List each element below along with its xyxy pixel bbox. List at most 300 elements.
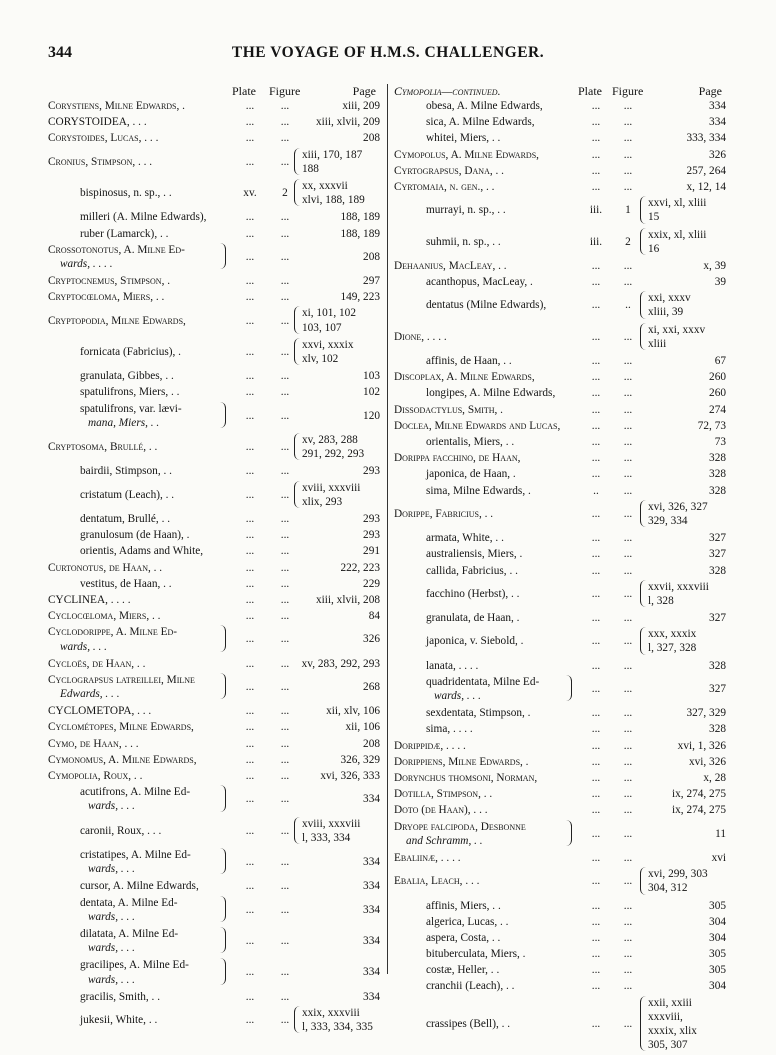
brace-right xyxy=(220,625,226,651)
brace-left xyxy=(294,306,300,333)
entry-figure: ... xyxy=(280,275,290,288)
entry-plate: ... xyxy=(245,737,255,750)
brace-right xyxy=(220,243,226,269)
entry-name-continued: wards, . . . xyxy=(88,863,135,876)
index-entry xyxy=(48,704,380,720)
entry-name-line: japonica, de Haan, . xyxy=(426,468,516,481)
entry-name-line: granulosum (de Haan), . xyxy=(80,529,190,542)
entry-figure: ... xyxy=(280,227,290,240)
entry-plate: ... xyxy=(245,545,255,558)
entry-plate: ... xyxy=(591,723,601,736)
index-entry xyxy=(394,323,726,354)
index-entry xyxy=(394,115,726,131)
entry-name xyxy=(426,947,525,961)
entry-figure: ... xyxy=(623,899,633,912)
entry-figure: ... xyxy=(623,875,633,888)
entry-page: 120 xyxy=(363,409,380,422)
entry-figure: ... xyxy=(280,721,290,734)
entry-name xyxy=(426,99,543,113)
entry-name-continued: Edwards, . . . xyxy=(60,688,120,701)
entry-page: 326 xyxy=(709,148,726,161)
entry-figure: .. xyxy=(625,299,631,312)
entry-figure: ... xyxy=(623,387,633,400)
entry-page: 334 xyxy=(363,935,380,948)
entry-figure: ... xyxy=(280,633,290,646)
entry-name xyxy=(48,625,177,639)
entry-name xyxy=(80,785,190,799)
index-entry xyxy=(48,577,380,593)
entry-page: xvi xyxy=(711,851,726,864)
entry-plate: ... xyxy=(591,148,601,161)
entry-figure: ... xyxy=(280,705,290,718)
entry-figure: ... xyxy=(623,851,633,864)
entry-page: xxi, xxxv xyxy=(648,292,691,305)
entry-name xyxy=(80,385,179,399)
entry-figure: ... xyxy=(280,753,290,766)
brace-left xyxy=(640,500,646,527)
entry-name-line: affinis, Miers, . . xyxy=(426,899,501,912)
entry-page: xxvii, xxxviii xyxy=(648,580,709,593)
entry-page: 291 xyxy=(363,545,380,558)
entry-figure: ... xyxy=(623,755,633,768)
brace-left xyxy=(640,996,646,1052)
index-entry xyxy=(394,931,726,947)
entry-figure: ... xyxy=(280,824,290,837)
entry-name-line: vestitus, de Haan, . . xyxy=(80,577,172,590)
entry-figure: ... xyxy=(280,100,290,112)
index-entry xyxy=(48,848,380,879)
entry-name xyxy=(48,657,145,671)
brace-left xyxy=(294,481,300,508)
entry-name-line: Curtonotus, de Haan, . . xyxy=(48,561,163,574)
entry-plate: ... xyxy=(591,164,601,177)
entry-plate: ... xyxy=(245,705,255,718)
entry-name xyxy=(48,274,170,288)
index-entry xyxy=(48,528,380,544)
index-entry xyxy=(394,531,726,547)
entry-name-line: suhmii, n. sp., . . xyxy=(426,235,501,248)
entry-name xyxy=(48,131,158,145)
entry-plate: ... xyxy=(591,299,601,312)
brace-left xyxy=(294,817,300,844)
index-entry xyxy=(48,673,380,704)
entry-page: 334 xyxy=(709,116,726,129)
index-entry xyxy=(394,771,726,787)
entry-plate: ... xyxy=(591,739,601,752)
entry-name-line: Cyclograpsus latreillei, Milne xyxy=(48,673,195,686)
entry-name xyxy=(80,369,174,383)
entry-page: xv, 283, 288 xyxy=(302,434,358,447)
entry-plate: iii. xyxy=(589,204,603,217)
entry-name xyxy=(426,587,519,601)
entry-plate: ... xyxy=(245,966,255,979)
entry-figure: ... xyxy=(623,564,633,577)
entry-figure: ... xyxy=(280,441,290,454)
entry-page: xxxix, xlix xyxy=(648,1025,697,1038)
entry-page: 102 xyxy=(363,386,380,399)
entry-name xyxy=(80,402,182,416)
index-entry xyxy=(394,484,726,500)
entry-name-line: granulata, de Haan, . xyxy=(426,612,520,625)
index-entry xyxy=(394,435,726,451)
index-entry xyxy=(394,803,726,819)
index-entry xyxy=(48,958,380,989)
index-entry xyxy=(394,500,726,531)
entry-name xyxy=(426,659,478,673)
entry-name xyxy=(80,488,174,502)
entry-name-line: Dorippa facchino, de Haan, xyxy=(394,452,521,465)
index-entry xyxy=(394,787,726,803)
entry-plate: ... xyxy=(245,250,255,263)
entry-figure: ... xyxy=(623,788,633,801)
entry-plate: ... xyxy=(591,100,601,112)
index-entry xyxy=(48,785,380,816)
entry-page: 274 xyxy=(709,403,726,416)
entry-page: 229 xyxy=(363,577,380,590)
index-entry xyxy=(394,851,726,867)
entry-page: 11 xyxy=(715,827,726,840)
entry-name xyxy=(394,451,520,465)
entry-plate: xv. xyxy=(243,187,257,200)
entry-name xyxy=(80,824,161,838)
entry-name-line: sica, A. Milne Edwards, xyxy=(426,116,535,129)
brace-left xyxy=(640,867,646,894)
entry-name xyxy=(394,164,504,178)
entry-page: 327, 329 xyxy=(686,707,726,720)
entry-plate: ... xyxy=(591,964,601,977)
entry-plate: ... xyxy=(591,468,601,481)
entry-page: 188, 189 xyxy=(340,227,380,240)
entry-name xyxy=(48,99,185,113)
entry-name xyxy=(426,1017,510,1031)
entry-name xyxy=(426,386,555,400)
entry-name-line: Cymopolia, Roux, . . xyxy=(48,770,143,783)
entry-page: 260 xyxy=(709,371,726,384)
index-entry xyxy=(48,243,380,274)
entry-page: xii, 106 xyxy=(345,721,380,734)
index-entry xyxy=(48,896,380,927)
index-entry xyxy=(394,164,726,180)
entry-plate: ... xyxy=(245,155,255,168)
entry-plate: ... xyxy=(591,788,601,801)
entry-figure: ... xyxy=(280,291,290,304)
entry-plate: ... xyxy=(245,488,255,501)
entry-figure: ... xyxy=(280,577,290,590)
entry-figure: ... xyxy=(280,370,290,383)
entry-name-line: crassipes (Bell), . . xyxy=(426,1017,511,1030)
entry-name-continued: wards, . . . xyxy=(88,973,135,986)
entry-name xyxy=(426,203,506,217)
index-entry xyxy=(48,1006,380,1037)
entry-page: 16 xyxy=(648,242,660,255)
entry-page: l, 328 xyxy=(648,594,674,607)
entry-figure: ... xyxy=(623,532,633,545)
entry-name xyxy=(426,547,522,561)
entry-figure: ... xyxy=(280,680,290,693)
entry-page: 334 xyxy=(363,793,380,806)
entry-name-line: dentatum, Brullé, . . xyxy=(80,513,171,525)
entry-page: 304, 312 xyxy=(648,882,688,895)
entry-page: 304 xyxy=(709,980,726,993)
brace-right xyxy=(220,402,226,428)
entry-name-line: Dryope falcipoda, Desbonne xyxy=(394,820,526,833)
entry-name xyxy=(394,851,461,865)
entry-page: 334 xyxy=(363,903,380,916)
entry-figure: ... xyxy=(623,507,633,520)
entry-page: xliii xyxy=(648,337,667,350)
entry-page: 328 xyxy=(709,723,726,736)
entry-page: 328 xyxy=(709,468,726,481)
entry-page: 328 xyxy=(709,564,726,577)
entry-figure: ... xyxy=(623,635,633,648)
entry-figure: ... xyxy=(280,529,290,542)
entry-name-continued: wards, . . . xyxy=(434,690,481,703)
brace-left xyxy=(294,179,300,206)
entry-figure: ... xyxy=(623,484,633,497)
index-entry xyxy=(394,659,726,675)
entry-page: 327 xyxy=(709,548,726,561)
entry-page: 260 xyxy=(709,387,726,400)
entry-figure: ... xyxy=(623,100,633,112)
entry-name xyxy=(80,990,160,1004)
entry-page: 327 xyxy=(709,682,726,695)
entry-name xyxy=(48,769,142,783)
index-entry xyxy=(394,148,726,164)
entry-plate: ... xyxy=(591,755,601,768)
entry-plate: ... xyxy=(245,903,255,916)
entry-page: xiii, 209 xyxy=(342,100,380,112)
index-entry xyxy=(48,464,380,480)
entry-page: xvi, 326 xyxy=(688,755,726,768)
entry-name-line: orientis, Adams and White, xyxy=(80,545,204,558)
brace-right xyxy=(566,820,572,846)
entry-figure: ... xyxy=(623,468,633,481)
entry-plate: ... xyxy=(591,116,601,129)
entry-figure: ... xyxy=(623,682,633,695)
entry-name-line: cranchii (Leach), . . xyxy=(426,980,515,993)
entry-figure: ... xyxy=(623,164,633,177)
entry-name xyxy=(426,564,518,578)
entry-page: 334 xyxy=(363,856,380,869)
index-entry xyxy=(394,564,726,580)
entry-page: xxvi, xl, xliii xyxy=(648,197,707,210)
entry-name-line: Doclea, Milne Edwards and Lucas, xyxy=(394,419,561,432)
entry-figure: ... xyxy=(623,180,633,193)
index-entry xyxy=(394,580,726,611)
entry-name-line: Dorippiens, Milne Edwards, . xyxy=(394,755,529,768)
entry-figure: 1 xyxy=(625,204,631,217)
entry-name-line: Cryptocnemus, Stimpson, . xyxy=(48,275,171,288)
index-entry xyxy=(48,593,380,609)
index-entry xyxy=(48,131,380,147)
entry-plate: ... xyxy=(591,276,601,289)
entry-figure: ... xyxy=(280,935,290,948)
entry-name xyxy=(394,874,479,888)
plate-header: Plate xyxy=(232,84,256,98)
entry-page: x, 12, 14 xyxy=(686,180,726,193)
entry-name-line: Cymopolus, A. Milne Edwards, xyxy=(394,148,539,161)
entry-page: 291, 292, 293 xyxy=(302,448,365,461)
index-entry xyxy=(394,370,726,386)
entry-name-line: Cronius, Stimpson, . . . xyxy=(48,155,153,168)
entry-name-line: CORYSTOIDEA, . . . xyxy=(48,116,147,129)
column-divider xyxy=(387,84,388,974)
entry-name-line: Dissodactylus, Smith, . xyxy=(394,403,504,416)
entry-plate: ... xyxy=(245,314,255,327)
index-entry xyxy=(394,354,726,370)
entry-page: xiii, 170, 187 xyxy=(302,148,363,161)
index-entry xyxy=(48,338,380,369)
index-entry xyxy=(394,291,726,322)
index-entry xyxy=(48,817,380,848)
index-entry xyxy=(394,180,726,196)
entry-name xyxy=(426,531,504,545)
index-entry xyxy=(48,290,380,306)
entry-plate: ... xyxy=(245,291,255,304)
entry-plate: ... xyxy=(245,935,255,948)
entry-name-line: CYCLOMETOPA, . . . xyxy=(48,705,152,718)
entry-plate: ... xyxy=(245,441,255,454)
entry-plate: ... xyxy=(591,804,601,817)
brace-right xyxy=(220,927,226,953)
entry-name xyxy=(80,528,189,542)
entry-name-continued: and Schramm, . . xyxy=(406,834,483,847)
entry-page: l, 333, 334 xyxy=(302,831,351,844)
entry-figure: ... xyxy=(280,1014,290,1027)
entry-name xyxy=(394,739,466,753)
entry-plate: ... xyxy=(591,915,601,928)
entry-plate: ... xyxy=(245,610,255,623)
entry-name xyxy=(394,148,539,162)
entry-name xyxy=(394,803,488,817)
entry-page: 293 xyxy=(363,529,380,542)
entry-name-line: whitei, Miers, . . xyxy=(426,132,501,145)
entry-page: xi, xxi, xxxv xyxy=(648,323,706,336)
entry-name-line: japonica, v. Siebold, . xyxy=(426,635,524,648)
entry-page: xlvi, 188, 189 xyxy=(302,194,365,207)
entry-page: xii, xlv, 106 xyxy=(326,705,380,718)
entry-page: l, 327, 328 xyxy=(648,642,697,655)
index-entry xyxy=(394,979,726,995)
entry-page: xviii, xxxviii xyxy=(302,817,361,830)
entry-name-line: cristatum (Leach), . . xyxy=(80,488,175,501)
entry-name xyxy=(426,706,531,720)
entry-plate: ... xyxy=(245,633,255,646)
entry-page: 103, 107 xyxy=(302,321,342,334)
entry-page: xxii, xxiii xyxy=(648,996,692,1009)
entry-name xyxy=(394,370,535,384)
entry-plate: ... xyxy=(245,211,255,224)
index-entry xyxy=(394,706,726,722)
entry-figure: ... xyxy=(623,371,633,384)
entry-page: ix, 274, 275 xyxy=(672,788,726,801)
index-entry xyxy=(48,385,380,401)
index-entry xyxy=(48,990,380,1006)
entry-plate: ... xyxy=(591,403,601,416)
entry-page: 326, 329 xyxy=(340,753,380,766)
index-entry xyxy=(48,402,380,433)
entry-name xyxy=(426,722,473,736)
entry-name xyxy=(80,464,172,478)
entry-figure: ... xyxy=(623,587,633,600)
entry-name xyxy=(48,243,185,257)
entry-name-line: dentatus (Milne Edwards), xyxy=(426,299,547,312)
index-entry xyxy=(394,259,726,275)
index-entry xyxy=(394,275,726,291)
entry-name xyxy=(48,720,194,734)
entry-name-line: Cymonomus, A. Milne Edwards, xyxy=(48,753,197,766)
entry-plate: ... xyxy=(591,899,601,912)
entry-name-line: callida, Fabricius, . . xyxy=(426,564,518,577)
index-entry xyxy=(48,753,380,769)
entry-page: 334 xyxy=(363,990,380,1003)
entry-name xyxy=(426,115,535,129)
index-entry xyxy=(394,547,726,563)
entry-name-continued: wards, . . . xyxy=(60,640,107,653)
entry-name-line: australiensis, Miers, . xyxy=(426,548,523,561)
entry-figure: 2 xyxy=(282,187,288,200)
entry-figure: ... xyxy=(280,903,290,916)
entry-page: xxix, xxxviii xyxy=(302,1006,360,1019)
entry-name-line: spatulifrons, Miers, . . xyxy=(80,386,180,399)
index-entry xyxy=(48,306,380,337)
entry-page: l, 333, 334, 335 xyxy=(302,1021,373,1034)
entry-page: 293 xyxy=(363,513,380,525)
entry-figure: ... xyxy=(280,465,290,478)
entry-page: 15 xyxy=(648,211,660,224)
entry-page: 334 xyxy=(363,966,380,979)
entry-name xyxy=(426,235,501,249)
entry-page: xviii, xxxviii xyxy=(302,481,361,494)
entry-page: 208 xyxy=(363,250,380,263)
entry-figure: ... xyxy=(623,436,633,448)
entry-name xyxy=(80,210,206,224)
entry-name-line: murrayi, n. sp., . . xyxy=(426,204,506,217)
index-entry xyxy=(394,755,726,771)
entry-figure: ... xyxy=(623,330,633,343)
brace-right xyxy=(220,673,226,699)
index-entry xyxy=(48,210,380,226)
entry-figure: ... xyxy=(280,990,290,1003)
entry-page: xvi, 326, 333 xyxy=(320,770,380,783)
entry-plate: ... xyxy=(591,635,601,648)
brace-left xyxy=(640,627,646,654)
entry-name xyxy=(48,673,195,687)
entry-name xyxy=(80,577,172,591)
entry-figure: ... xyxy=(280,513,290,525)
entry-name-line: Corystiens, Milne Edwards, . xyxy=(48,100,185,112)
index-entry xyxy=(48,544,380,560)
entry-name-line: gracilis, Smith, . . xyxy=(80,990,161,1003)
index-entry xyxy=(48,99,380,115)
entry-page: 328 xyxy=(709,484,726,497)
entry-figure: ... xyxy=(623,276,633,289)
entry-name-line: dilatata, A. Milne Ed- xyxy=(80,927,179,940)
entry-name-line: sima, . . . . xyxy=(426,723,473,736)
entry-plate: ... xyxy=(245,275,255,288)
entry-name-line: gracilipes, A. Milne Ed- xyxy=(80,959,189,972)
entry-plate: ... xyxy=(591,180,601,193)
entry-name xyxy=(394,419,560,433)
entry-name xyxy=(426,899,501,913)
entry-figure: ... xyxy=(623,948,633,961)
entry-page: xiii, xlvii, 209 xyxy=(315,116,380,129)
entry-name-line: Cryptosoma, Brullé, . . xyxy=(48,441,158,454)
page-header: Page xyxy=(352,84,376,98)
brace-right xyxy=(566,675,572,701)
entry-plate: ... xyxy=(591,532,601,545)
entry-page: xxix, xl, xliii xyxy=(648,228,707,241)
